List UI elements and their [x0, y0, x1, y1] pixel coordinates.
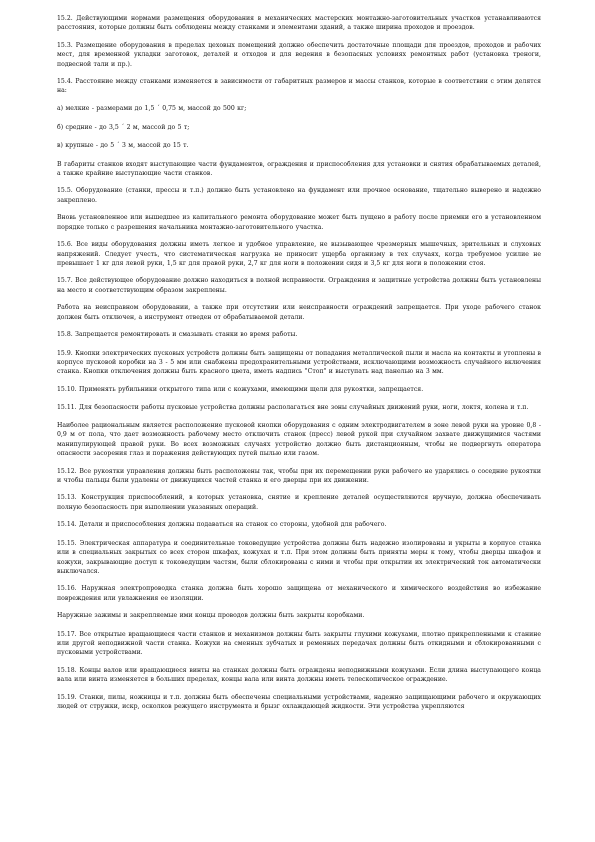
para-15-12: 15.12. Все рукоятки управления должны быть расположены так, чтобы при их перемещении руки рабочего не ударялись о соседние рукоятки и чтобы пальцы были удалены от движущихся частей станка и его дверцы при их движении.: [57, 467, 541, 484]
para-15-18: 15.18. Концы валов или вращающиеся винты на станках должны быть ограждены неподвижными кожухами. Если длина выступающего конца вала или винта изменяется в больших пределах, концы вала или винта должны иметь телескопическое ограждение.: [57, 667, 541, 684]
para-15-19: 15.19. Станки, пилы, ножницы и т.п. должны быть обеспечены специальными устройствами, надежно защищающими рабочего и окружающих людей от стружки, искр, осколков режущего инструмента и брызг охлаждающей жидкости. Эти устройства укрепляются: [57, 693, 541, 711]
document-page: [57, 14, 541, 842]
para-15-15: 15.15. Электрическая аппаратура и соединительные токоведущие устройства должны быть надежно изолированы и укрыты в корпусе станка или в специальных закрытых со всех сторон шкафах, кожухах и т.п. При этом должны быть приняты меры к тому, чтобы дверцы шкафов и кожухи, закрывающие доступ к токоведущим частям, были сблокированы с ними и чтобы при открытии их электрический ток автоматически выключался.: [57, 539, 541, 575]
para-15-4-note: В габариты станков входят выступающие части фундаментов, ограждения и приспособления для установки и снятия обрабатываемых деталей, а также крайние выступающие части станков.: [57, 160, 541, 177]
para-15-7-note: Работа на неисправном оборудовании, а также при отсутствии или неисправности ограждений запрещается. При уходе рабочего станок должен быть отключен, а инструмент отведен от обрабатываемой детали.: [57, 304, 541, 321]
para-15-16-note: Наружные зажимы и закрепляемые ими концы проводов должны быть закрыты коробками.: [57, 612, 365, 620]
para-15-5: 15.5. Оборудование (станки, прессы и т.п.) должно быть установлено на фундамент или прочное основание, тщательно выверено и надежно закреплено.: [57, 187, 541, 204]
para-15-4-a: а) мелкие - размерами до 1,5 ´ 0,75 м, массой до 500 кг;: [57, 104, 247, 112]
para-15-10: 15.10. Применять рубильники открытого типа или с кожухами, имеющими щели для рукоятки, запрещается.: [57, 385, 424, 393]
para-15-2: 15.2. Действующими нормами размещения оборудования в механических мастерских монтажно-заготовительных участков устанавливаются расстояния, которые должны быть соблюдены между станками и элементами зданий, а также ширина проходов и проездов.: [57, 15, 541, 32]
para-15-13: 15.13. Конструкция приспособлений, в которых установка, снятие и крепление деталей осуществляются вручную, должна обеспечивать полную безопасность при выполнении указанных операций.: [57, 494, 541, 511]
para-15-4-b: б) средние - до 3,5 ´ 2 м, массой до 5 т;: [57, 123, 190, 131]
para-15-6: 15.6. Все виды оборудования должны иметь легкое и удобное управление, не вызывающее чрезмерных мышечных, зрительных и слуховых напряжений. Следует учесть, что систематическая нагрузка не приносит ущерба организму в тех случаях, когда требуемое усилие не превышает 1 кг для левой руки, 1,5 кг для правой руки, 2,7 кг для ноги в положении сидя и 3,5 кг для ноги в положении стоя.: [57, 241, 541, 267]
para-15-14: 15.14. Детали и приспособления должны подаваться на станок со стороны, удобной для рабочего.: [57, 521, 387, 529]
para-15-4-c: в) крупные - до 5 ´ 3 м, массой до 15 т.: [57, 142, 189, 150]
para-15-9: 15.9. Кнопки электрических пусковых устройств должны быть защищены от попадания металлической пыли и масла на контакты и утоплены в корпусе пусковой коробки на 3 - 5 мм или снабжены предохранительными устройствами, исключающими возможность случайного включения станка. Кнопки отключения должны быть красного цвета, иметь надпись "Стоп" и выступать над панелью на 3 мм.: [57, 349, 541, 376]
para-15-11-note: Наиболее рациональным является расположение пусковой кнопки оборудования с одним электродвигателем в зоне левой руки на уровне 0,8 - 0,9 м от пола, что дает возможность рабочему место отключить станок (пресс) левой рукой при случайном захвате движущимися частями манипулирующей правой руки. Во всех возможных случаях устройство должно быть дистанционным, чтобы не подвергнуть оператора опасности засорения глаз и поражения действующих путей пылью или газом.: [57, 421, 541, 457]
para-15-5-note: Вновь установленное или вышедшее из капитального ремонта оборудование может быть пущено в работу после приемки его в установленном порядке только с разрешения начальника монтажно-заготовительного участка.: [57, 214, 541, 231]
para-15-4: 15.4. Расстояние между станками изменяется в зависимости от габаритных размеров и массы станков, которые в соответствии с этим делятся на:: [57, 78, 541, 95]
para-15-3: 15.3. Размещение оборудования в пределах цеховых помещений должно обеспечить достаточные площади для проездов, проходов и рабочих мест, для временной укладки заготовок, деталей и отходов и для ведения в безопасных условиях ремонтных работ (установка треноги, подвесной тали и пр.).: [57, 41, 541, 68]
para-15-17: 15.17. Все открытые вращающиеся части станков и механизмов должны быть закрыты глухими кожухами, плотно прикрепленными к станине или другой неподвижной части станка. Кожухи на сменных зубчатых и ременных передачах должны быть откидными и сблокированными с пусковыми устройствами.: [57, 630, 541, 657]
para-15-8: 15.8. Запрещается ремонтировать и смазывать станки во время работы.: [57, 331, 298, 339]
para-15-7: 15.7. Все действующее оборудование должно находиться в полной исправности. Ограждения и защитные устройства должны быть установлены на место и соответствующим образом закреплены.: [57, 277, 541, 294]
para-15-16: 15.16. Наружная электропроводка станка должна быть хорошо защищена от механического и химического воздействия во избежание повреждения или увлажнения ее изоляции.: [57, 585, 541, 602]
para-15-11: 15.11. Для безопасности работы пусковые устройства должны располагаться вне зоны случайных движений руки, ноги, локтя, колена и т.п.: [57, 404, 529, 412]
